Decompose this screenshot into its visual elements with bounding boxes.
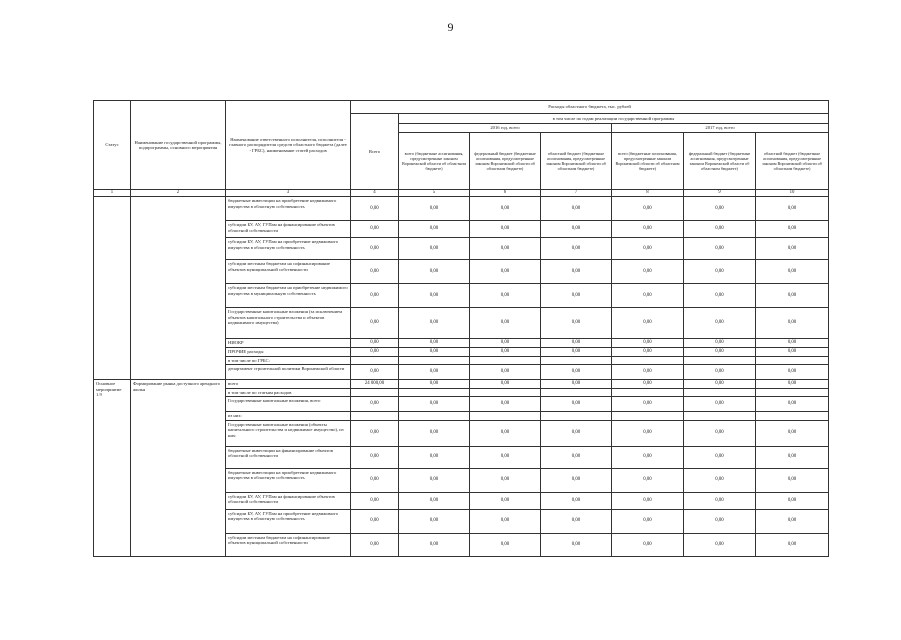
value-cell: 0,00 <box>351 509 399 533</box>
value-cell: 0,00 <box>541 397 612 412</box>
row-label: бюджетные инвестиции на приобретение недвижимого имущества в областную собственность <box>226 468 351 492</box>
value-cell: 0,00 <box>351 197 399 221</box>
value-cell: 0,00 <box>756 509 829 533</box>
empty-value-cell <box>684 412 756 421</box>
value-cell: 0,00 <box>541 365 612 380</box>
value-cell: 24 000,00 <box>351 380 399 389</box>
value-cell: 0,00 <box>684 492 756 509</box>
row-label: субсидии местным бюджетам на софинансирование объектов муниципальной собственности <box>226 533 351 556</box>
header-by-years: в том числе по годам реализации государственной программы <box>399 114 829 124</box>
value-cell: 0,00 <box>684 197 756 221</box>
header-expenses: Расходы областного бюджета, тыс. рублей <box>351 101 829 114</box>
row-label: субсидии БУ, АУ, ГУПам на финансирование объектов областной собственности <box>226 492 351 509</box>
row-label: субсидии местным бюджетам на приобретение недвижимого имущества в муниципальную собственность <box>226 284 351 308</box>
header-program-name: Наименование государственной программы, подпрограммы, основного мероприятия <box>131 101 226 190</box>
value-cell: 0,00 <box>470 533 541 556</box>
value-cell: 0,00 <box>612 308 684 339</box>
page-number: 9 <box>447 20 454 34</box>
value-cell: 0,00 <box>541 446 612 468</box>
value-cell: 0,00 <box>399 238 470 260</box>
value-cell: 0,00 <box>351 397 399 412</box>
header-total: Всего <box>351 114 399 190</box>
empty-value-cell <box>756 356 829 365</box>
value-cell: 0,00 <box>470 238 541 260</box>
value-cell: 0,00 <box>541 347 612 356</box>
row-label: субсидии БУ, АУ, ГУПам на приобретение недвижимого имущества в областную собственность <box>226 238 351 260</box>
value-cell: 0,00 <box>756 365 829 380</box>
value-cell: 0,00 <box>399 339 470 348</box>
value-cell: 0,00 <box>612 397 684 412</box>
value-cell: 0,00 <box>470 347 541 356</box>
row-label: в том числе по ГРБС: <box>226 356 351 365</box>
row-label: бюджетные инвестиции на финансирование объектов областной собственности <box>226 446 351 468</box>
empty-value-cell <box>541 356 612 365</box>
header-2017-regional: областной бюджет (бюджетные ассигнования, предусмотренные законом Воронежской области об областном бюджете) <box>756 133 829 190</box>
value-cell: 0,00 <box>399 197 470 221</box>
value-cell: 0,00 <box>541 308 612 339</box>
row-label: бюджетные инвестиции на приобретение недвижимого имущества в областную собственность <box>226 197 351 221</box>
value-cell: 0,00 <box>399 468 470 492</box>
value-cell: 0,00 <box>351 308 399 339</box>
status-cell-empty <box>94 197 131 380</box>
budget-table <box>93 100 829 557</box>
empty-value-cell <box>470 412 541 421</box>
value-cell: 0,00 <box>541 533 612 556</box>
value-cell: 0,00 <box>684 380 756 389</box>
value-cell: 0,00 <box>351 284 399 308</box>
value-cell: 0,00 <box>684 420 756 446</box>
column-number: 3 <box>226 190 351 197</box>
value-cell: 0,00 <box>351 238 399 260</box>
value-cell: 0,00 <box>351 420 399 446</box>
empty-value-cell <box>399 356 470 365</box>
value-cell: 0,00 <box>756 446 829 468</box>
row-label: из них: <box>226 412 351 421</box>
value-cell: 0,00 <box>470 420 541 446</box>
value-cell: 0,00 <box>470 260 541 284</box>
value-cell: 0,00 <box>684 468 756 492</box>
value-cell: 0,00 <box>470 284 541 308</box>
table-row <box>94 380 829 389</box>
value-cell: 0,00 <box>470 380 541 389</box>
value-cell: 0,00 <box>541 339 612 348</box>
value-cell: 0,00 <box>684 238 756 260</box>
value-cell: 0,00 <box>684 284 756 308</box>
value-cell: 0,00 <box>684 446 756 468</box>
value-cell: 0,00 <box>756 533 829 556</box>
row-label: Государственные капитальные вложения (объекты капитального строительства и недвижимое имущество), из них: <box>226 420 351 446</box>
header-executor: Наименование ответственного исполнителя, исполнителя - главного распорядителя средств областного бюджета (далее - ГРБС), наименование статей расходов <box>226 101 351 190</box>
empty-value-cell <box>612 412 684 421</box>
row-label: всего <box>226 380 351 389</box>
header-status: Статус <box>94 101 131 190</box>
value-cell: 0,00 <box>351 260 399 284</box>
value-cell: 0,00 <box>399 397 470 412</box>
value-cell: 0,00 <box>399 509 470 533</box>
empty-value-cell <box>756 388 829 397</box>
value-cell: 0,00 <box>351 221 399 238</box>
row-label: НИОКР <box>226 339 351 348</box>
empty-value-cell <box>470 388 541 397</box>
column-number: 7 <box>541 190 612 197</box>
table-row <box>94 197 829 221</box>
measure-name: Формирование рынка доступного арендного жилья <box>131 380 226 557</box>
header-2016-federal: федеральный бюджет (бюджетные ассигнования, предусмотренные законом Воронежской области об областном бюджете) <box>470 133 541 190</box>
value-cell: 0,00 <box>612 221 684 238</box>
value-cell: 0,00 <box>399 308 470 339</box>
value-cell: 0,00 <box>756 420 829 446</box>
value-cell: 0,00 <box>756 308 829 339</box>
value-cell: 0,00 <box>756 238 829 260</box>
value-cell: 0,00 <box>470 339 541 348</box>
column-number: 9 <box>684 190 756 197</box>
column-number-row <box>94 190 829 197</box>
header-2016-total: всего (бюджетные ассигнования, предусмотренные законом Воронежской области об областном бюджете) <box>399 133 470 190</box>
value-cell: 0,00 <box>399 420 470 446</box>
header-year-2017: 2017 год, всего <box>612 124 829 133</box>
value-cell: 0,00 <box>756 260 829 284</box>
value-cell: 0,00 <box>684 339 756 348</box>
value-cell: 0,00 <box>541 380 612 389</box>
row-label: Государственные капитальные вложения (за исключением объектов капитального строительства и объектов недвижимого имущества) <box>226 308 351 339</box>
value-cell: 0,00 <box>399 533 470 556</box>
value-cell: 0,00 <box>351 339 399 348</box>
row-label: субсидии местным бюджетам на софинансирование объектов муниципальной собственности <box>226 260 351 284</box>
value-cell: 0,00 <box>399 380 470 389</box>
value-cell: 0,00 <box>399 492 470 509</box>
value-cell: 0,00 <box>470 468 541 492</box>
value-cell: 0,00 <box>612 446 684 468</box>
value-cell: 0,00 <box>470 397 541 412</box>
empty-value-cell <box>684 356 756 365</box>
value-cell: 0,00 <box>470 308 541 339</box>
value-cell: 0,00 <box>470 509 541 533</box>
value-cell: 0,00 <box>351 492 399 509</box>
column-number: 2 <box>131 190 226 197</box>
value-cell: 0,00 <box>470 221 541 238</box>
value-cell: 0,00 <box>684 308 756 339</box>
value-cell: 0,00 <box>756 347 829 356</box>
empty-value-cell <box>756 412 829 421</box>
row-label: ПРОЧИЕ расходы <box>226 347 351 356</box>
value-cell: 0,00 <box>351 468 399 492</box>
value-cell: 0,00 <box>541 197 612 221</box>
header-2017-total: всего (бюджетные ассигнования, предусмотренные законом Воронежской области об областном бюджете) <box>612 133 684 190</box>
value-cell: 0,00 <box>612 492 684 509</box>
value-cell: 0,00 <box>756 197 829 221</box>
value-cell: 0,00 <box>541 509 612 533</box>
row-label: департамент строительной политики Воронежской области <box>226 365 351 380</box>
value-cell: 0,00 <box>684 260 756 284</box>
value-cell: 0,00 <box>612 238 684 260</box>
value-cell: 0,00 <box>756 380 829 389</box>
empty-value-cell <box>351 356 399 365</box>
value-cell: 0,00 <box>612 347 684 356</box>
value-cell: 0,00 <box>541 221 612 238</box>
value-cell: 0,00 <box>399 365 470 380</box>
column-number: 8 <box>612 190 684 197</box>
value-cell: 0,00 <box>684 221 756 238</box>
value-cell: 0,00 <box>399 260 470 284</box>
empty-value-cell <box>612 356 684 365</box>
column-number: 10 <box>756 190 829 197</box>
value-cell: 0,00 <box>351 446 399 468</box>
value-cell: 0,00 <box>612 284 684 308</box>
column-number: 5 <box>399 190 470 197</box>
empty-value-cell <box>541 412 612 421</box>
value-cell: 0,00 <box>399 221 470 238</box>
value-cell: 0,00 <box>612 365 684 380</box>
program-name-cell-empty <box>131 197 226 380</box>
value-cell: 0,00 <box>351 365 399 380</box>
empty-value-cell <box>612 388 684 397</box>
header-2017-federal: федеральный бюджет (бюджетные ассигнования, предусмотренные законом Воронежской области об областном бюджете) <box>684 133 756 190</box>
empty-value-cell <box>399 412 470 421</box>
value-cell: 0,00 <box>541 492 612 509</box>
value-cell: 0,00 <box>470 197 541 221</box>
value-cell: 0,00 <box>684 509 756 533</box>
value-cell: 0,00 <box>470 492 541 509</box>
value-cell: 0,00 <box>351 347 399 356</box>
value-cell: 0,00 <box>684 365 756 380</box>
row-label: Государственные капитальные вложения, всего <box>226 397 351 412</box>
row-label: субсидии БУ, АУ, ГУПам на приобретение недвижимого имущества в областную собственность <box>226 509 351 533</box>
value-cell: 0,00 <box>756 397 829 412</box>
value-cell: 0,00 <box>612 339 684 348</box>
value-cell: 0,00 <box>612 468 684 492</box>
value-cell: 0,00 <box>541 238 612 260</box>
measure-status: Основное мероприятие 1.9 <box>94 380 131 557</box>
value-cell: 0,00 <box>756 468 829 492</box>
value-cell: 0,00 <box>756 339 829 348</box>
value-cell: 0,00 <box>399 446 470 468</box>
value-cell: 0,00 <box>470 446 541 468</box>
value-cell: 0,00 <box>541 260 612 284</box>
value-cell: 0,00 <box>612 260 684 284</box>
empty-value-cell <box>541 388 612 397</box>
value-cell: 0,00 <box>399 347 470 356</box>
header-year-2016: 2016 год, всего <box>399 124 612 133</box>
value-cell: 0,00 <box>541 468 612 492</box>
column-number: 6 <box>470 190 541 197</box>
empty-value-cell <box>684 388 756 397</box>
value-cell: 0,00 <box>612 509 684 533</box>
row-label: в том числе по статьям расходов <box>226 388 351 397</box>
value-cell: 0,00 <box>756 221 829 238</box>
value-cell: 0,00 <box>756 284 829 308</box>
value-cell: 0,00 <box>612 533 684 556</box>
value-cell: 0,00 <box>756 492 829 509</box>
row-label: субсидии БУ, АУ, ГУПам на финансирование объектов областной собственности <box>226 221 351 238</box>
value-cell: 0,00 <box>470 365 541 380</box>
value-cell: 0,00 <box>684 347 756 356</box>
value-cell: 0,00 <box>399 284 470 308</box>
value-cell: 0,00 <box>541 284 612 308</box>
empty-value-cell <box>351 412 399 421</box>
value-cell: 0,00 <box>612 380 684 389</box>
empty-value-cell <box>470 356 541 365</box>
column-number: 4 <box>351 190 399 197</box>
empty-value-cell <box>351 388 399 397</box>
value-cell: 0,00 <box>684 397 756 412</box>
column-number: 1 <box>94 190 131 197</box>
header-2016-regional: областной бюджет (бюджетные ассигнования, предусмотренные законом Воронежской области об областном бюджете) <box>541 133 612 190</box>
value-cell: 0,00 <box>541 420 612 446</box>
value-cell: 0,00 <box>612 420 684 446</box>
value-cell: 0,00 <box>684 533 756 556</box>
empty-value-cell <box>399 388 470 397</box>
value-cell: 0,00 <box>612 197 684 221</box>
value-cell: 0,00 <box>351 533 399 556</box>
